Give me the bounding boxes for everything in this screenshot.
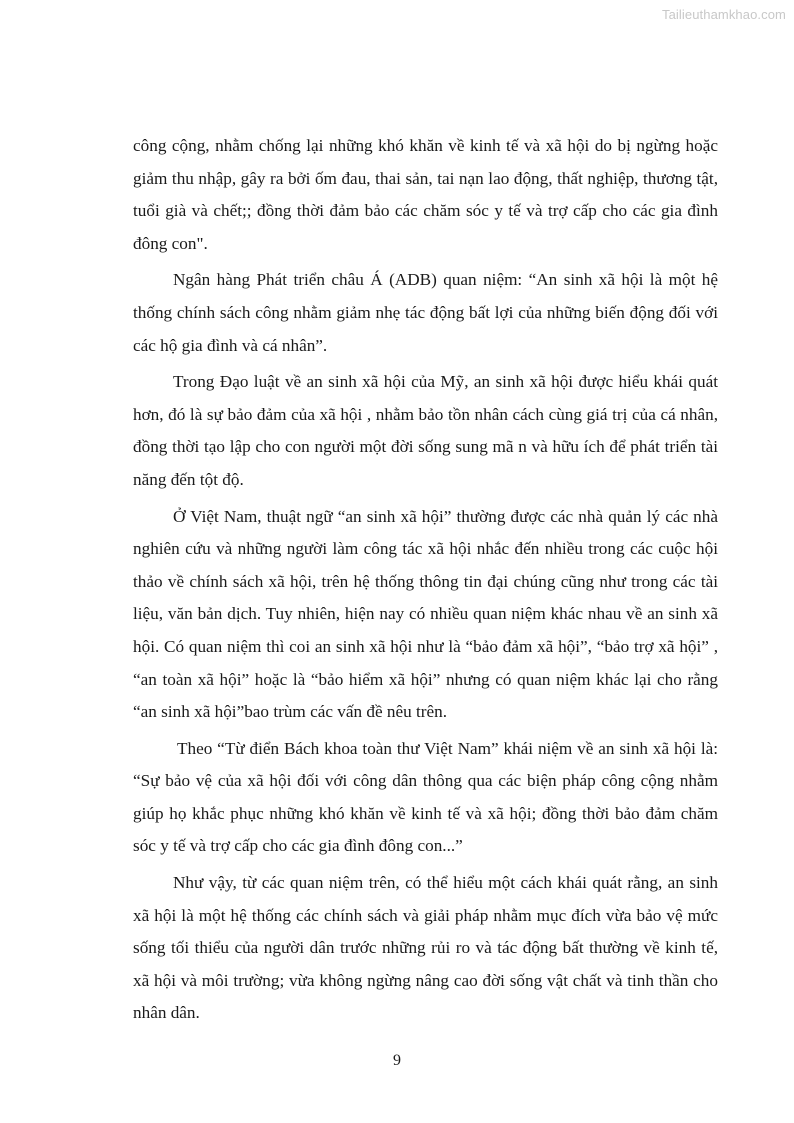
paragraph-conclusion: Như vậy, từ các quan niệm trên, có thể hiểu một cách khái quát rằng, an sinh xã hội là một hệ thống các chính sách và giải pháp nhằm mục đích vừa bảo vệ mức sống tối thiểu của người dân trước những rủi ro và tác động bất thường về kinh tế, xã hội và môi trường; vừa không ngừng nâng cao đời sống vật chất và tinh thần cho nhân dân.	[133, 873, 718, 1023]
paragraph-continuation: công cộng, nhằm chống lại những khó khăn về kinh tế và xã hội do bị ngừng hoặc giảm thu nhập, gây ra bởi ốm đau, thai sản, tai nạn lao động, thất nghiệp, thương tật, tuổi già và chết;; đồng thời đảm bảo các chăm sóc y tế và trợ cấp cho các gia đình đông con".	[133, 136, 718, 253]
paragraph-encyclopedia-definition: Theo “Từ điển Bách khoa toàn thư Việt Nam” khái niệm về an sinh xã hội là: “Sự bảo vệ của xã hội đối với công dân thông qua các biện pháp công cộng nhằm giúp họ khắc phục những khó khăn về kinh tế và xã hội; đồng thời bảo đảm chăm sóc y tế và trợ cấp cho các gia đình đông con...”	[133, 738, 718, 856]
watermark-text: Tailieuthamkhao.com	[661, 7, 786, 22]
paragraph-vietnam-concepts: Ở Việt Nam, thuật ngữ “an sinh xã hội” thường được các nhà quản lý các nhà nghiên cứu và những người làm công tác xã hội nhắc đến nhiều trong các cuộc hội thảo về chính sách xã hội, trên hệ thống thông tin đại chúng cũng như trong các tài liệu, văn bản dịch. Tuy nhiên, hiện nay có nhiều quan niệm khác nhau về an sinh xã hội. Có quan niệm thì coi an sinh xã hội như là “bảo đảm xã hội”, “bảo trợ xã hội” , “an toàn xã hội” hoặc là “bảo hiểm xã hội” nhưng có quan niệm khác lại cho rằng “an sinh xã hội”bao trùm các vấn đề nêu trên.	[133, 506, 718, 722]
paragraph-adb-definition: Ngân hàng Phát triển châu Á (ADB) quan niệm: “An sinh xã hội là một hệ thống chính sách công nhằm giảm nhẹ tác động bất lợi của những biến động đối với các hộ gia đình và cá nhân”.	[133, 270, 718, 355]
document-body	[133, 130, 718, 1034]
paragraph-us-social-security-act: Trong Đạo luật về an sinh xã hội của Mỹ, an sinh xã hội được hiểu khái quát hơn, đó là sự bảo đảm của xã hội , nhằm bảo tồn nhân cách cùng giá trị của cá nhân, đồng thời tạo lập cho con người một đời sống sung mã n và hữu ích để phát triển tài năng đến tột độ.	[133, 372, 718, 489]
page-number: 9	[393, 1052, 401, 1069]
